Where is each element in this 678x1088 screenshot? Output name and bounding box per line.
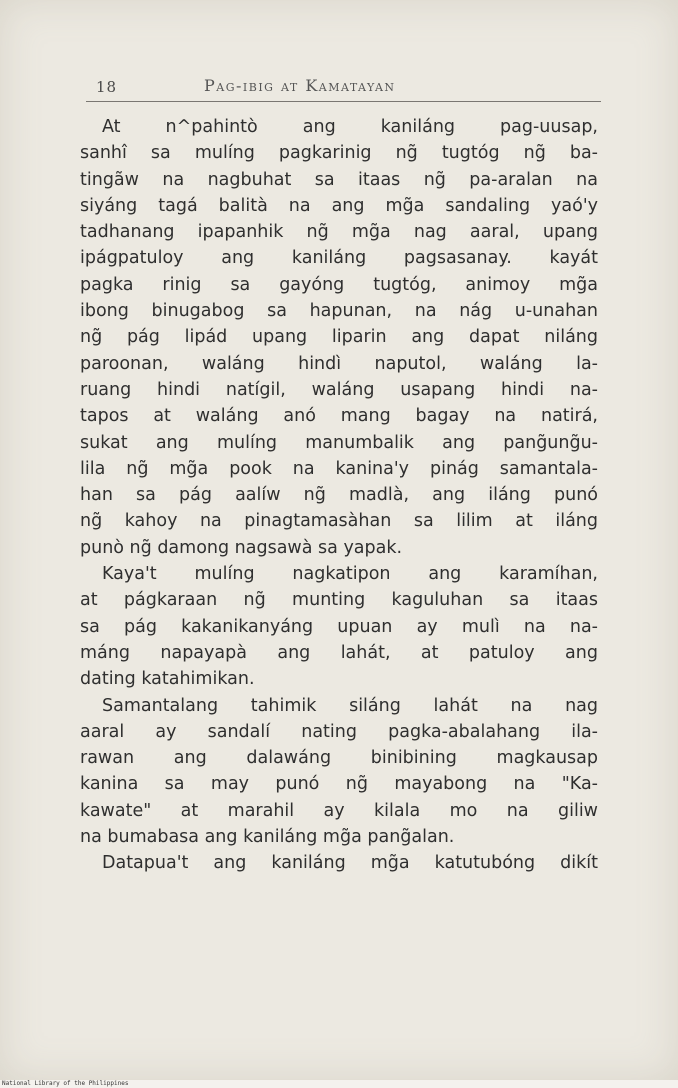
text-line: siyáng tagá balità na ang mg̃a sandaling yaó'y [80,195,598,216]
text-line: aaral ay sandalí nating pagka-abalahang ila- [80,721,598,742]
text-line: kawate" at marahil ay kilala mo na giliw [80,800,598,821]
text-line: tingãw na nagbuhat sa itaas ng̃ pa-aralan na [80,169,598,190]
text-line: rawan ang dalawáng binibining magkausap [80,748,598,769]
text-line: pagka rinig sa gayóng tugtóg, animoy mg̃a [80,274,598,295]
text-line: at págkaraan ng̃ munting kaguluhan sa itaas [80,590,598,611]
text-line: kanina sa may punó ng̃ mayabong na "Ka- [80,774,598,795]
text-line: Datapua't ang kaniláng mg̃a katutubóng dikít [102,853,598,874]
text-line: tadhanang ipapanhik ng̃ mg̃a nag aaral, upang [80,222,598,243]
text-line: ng̃ kahoy na pinagtamasàhan sa lilim at iláng [80,511,598,532]
text-line: Kaya't mulíng nagkatipon ang karamíhan, [102,564,598,585]
text-line: At n^pahintò ang kaniláng pag-uusap, [102,117,598,137]
text-line: Samantalang tahimik siláng lahát na nag [102,695,598,716]
footer-credit: National Library of the Philippines [2,1080,129,1087]
text-line: ng̃ pág lipád upang liparin ang dapat niláng [80,327,598,348]
running-head: Pag-ibig at Kamatayan [204,76,396,95]
text-line: lila ng̃ mg̃a pook na kanina'y pinág samantala- [80,458,598,479]
body-text [80,114,598,877]
text-line: sa pág kakanikanyáng upuan ay mulì na na- [80,616,598,637]
text-line: sukat ang mulíng manumbalik ang pang̃ung̃u- [80,432,598,453]
page-number: 18 [96,78,118,96]
header-rule [86,101,601,102]
text-line: han sa pág aalíw ng̃ madlà, ang iláng punó [80,485,598,506]
page-header [88,72,598,100]
text-line: ipágpatuloy ang kaniláng pagsasanay. kayát [80,248,598,269]
text-line: dating katahimikan. [80,669,255,690]
text-line: na bumabasa ang kaniláng mg̃a pang̃alan. [80,827,455,848]
text-line: máng napayapà ang lahát, at patuloy ang [80,642,598,663]
text-line: sanhî sa mulíng pagkarinig ng̃ tugtóg ng̃ ba- [80,143,598,164]
text-line: tapos at waláng anó mang bagay na natirá, [80,406,598,427]
text-line: punò ng̃ damong nagsawà sa yapak. [80,537,403,558]
text-line: paroonan, waláng hindì naputol, waláng la- [80,353,598,374]
text-line: ruang hindi natígil, waláng usapang hindi na- [80,379,598,400]
text-line: ibong binugabog sa hapunan, na nág u-unahan [80,301,598,322]
